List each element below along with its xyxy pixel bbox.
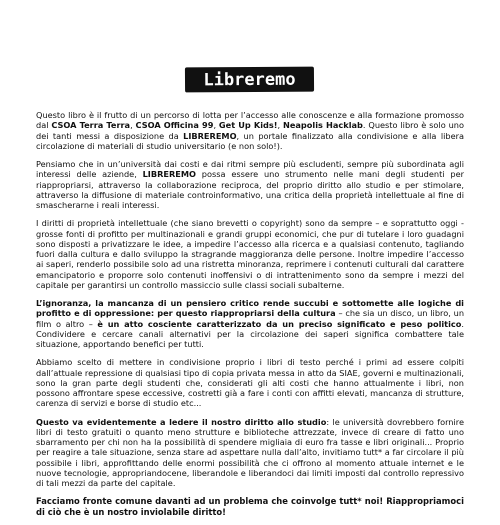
- paragraph-university: [36, 159, 464, 210]
- paragraph-intro: [36, 110, 464, 151]
- org-name-libreremo: LIBREREMO: [142, 169, 197, 180]
- text-run: . Questo libro è solo uno dei tanti messi a disposizione da: [36, 120, 464, 141]
- org-name-terra-terra: CSOA Terra Terra: [51, 120, 131, 131]
- text-run: ,: [213, 120, 219, 131]
- org-name-neapolis-hacklab: Neapolis Hacklab: [282, 120, 363, 131]
- document-body: [36, 110, 464, 525]
- text-run: ,: [277, 120, 283, 131]
- org-name-libreremo: LIBREREMO: [183, 130, 237, 141]
- paragraph-ignorance: [36, 298, 464, 349]
- logo-text: Libreremo: [203, 69, 296, 90]
- libreremo-logo: [185, 67, 314, 93]
- text-run: Questo libro è il frutto di un percorso di lotta per l’accesso alle conoscenze e alla formazione promosso dal: [36, 110, 464, 131]
- text-run: . Condividere e cercare canali alternativi per la circolazione dei saperi significa combattere tale situazione, apportando benefici per tutti.: [36, 318, 464, 349]
- text-run: possa essere uno strumento nelle mani degli studenti per riappropriarsi, attraverso la collaborazione reciproca, del proprio diritto allo studio e per stimolare, attraverso la diffusione di materiale controinformativo, una critica della proprietà intellettuale al fine di smascherarne i reali interessi.: [36, 169, 464, 210]
- emphasis-text: Questo va evidentemente a ledere il nostro diritto allo studio: [36, 416, 327, 427]
- text-run: , un portale finalizzato alla condivisione e alla libera circolazione di materiali di studio universitario (e non solo!).: [36, 130, 464, 151]
- emphasis-text: è un atto cosciente caratterizzato da un preciso significato e peso politico: [97, 318, 462, 329]
- text-run: – che sia un disco, un libro, un film o altro –: [36, 308, 465, 329]
- text-run: : le università dovrebbero fornire libri di testo gratuiti o quanto meno strutture e biblioteche attrezzate, invece di creare di fatto uno sbarramento per chi non ha la possibilità di spendere migliaia di euro fra tasse e libri originali... Proprio per reagire a tale situazione, senza stare ad aspettare nulla dall’alto, invitiamo tutt* a far circolare il più possibile i libri, approfittando delle enormi possibilità che ci offrono al momento attuale internet e le nuove tecnologie, appropriandocene, liberandole e liberandoci dai limiti imposti dal controllo repressivo di tali mezzi da parte del capitale.: [36, 416, 464, 488]
- paragraph-textbooks: Abbiamo scelto di mettere in condivisione proprio i libri di testo perché i primi ad essere colpiti dall’attuale repressione di qualsiasi tipo di copia privata messa in atto da SIAE, governi e multinazionali, sono la gran parte degli studenti che, considerati gli alti costi che hanno attualmente i libri, non possono affrontare spese eccessive, costretti già a fare i conti con affitti elevati, mancanza di strutture, carenza di servizi e borse di studio etc...: [36, 357, 464, 409]
- org-name-get-up-kids: Get Up Kids!: [218, 120, 278, 131]
- org-name-officina-99: CSOA Officina 99: [135, 120, 214, 131]
- text-run: ,: [130, 120, 136, 131]
- emphasis-text: L’ignoranza, la mancanza di un pensiero critico rende succubi e sottomette alle logiche di profitto e di oppressione: per questo riappropriarsi della cultura: [36, 298, 464, 319]
- paragraph-right-to-study: [36, 417, 464, 489]
- text-run: Pensiamo che in un’università dai costi e dai ritmi sempre più escludenti, sempre più subordinata agli interessi delle aziende,: [36, 159, 464, 180]
- paragraph-intellectual-property: I diritti di proprietà intellettuale (che siano brevetti o copyright) sono da sempre – e soprattutto oggi - grosse fonti di profitto per multinazionali e grandi gruppi economici, che pur di tutelare i loro guadagni sono disposti a privatizzare le idee, a impedire l’accesso alla ricerca e a qualsiasi contenuto, tagliando fuori dalla cultura e dallo sviluppo la stragrande maggioranza delle persone. Inoltre impedire l’accesso ai saperi, renderlo possibile solo ad una ristretta minoranza, reprimere i contenuti culturali dal carattere emancipatorio e proporre solo contenuti inoffensivi o di intrattenimento sono da sempre i mezzi del capitale per garantirsi un controllo massiccio sulle classi sociali subalterne.: [36, 218, 464, 290]
- paragraph-closing-call: Facciamo fronte comune davanti ad un problema che coinvolge tutt* noi! Riappropriamoci di ciò che è un nostro inviolabile diritto!: [36, 496, 464, 517]
